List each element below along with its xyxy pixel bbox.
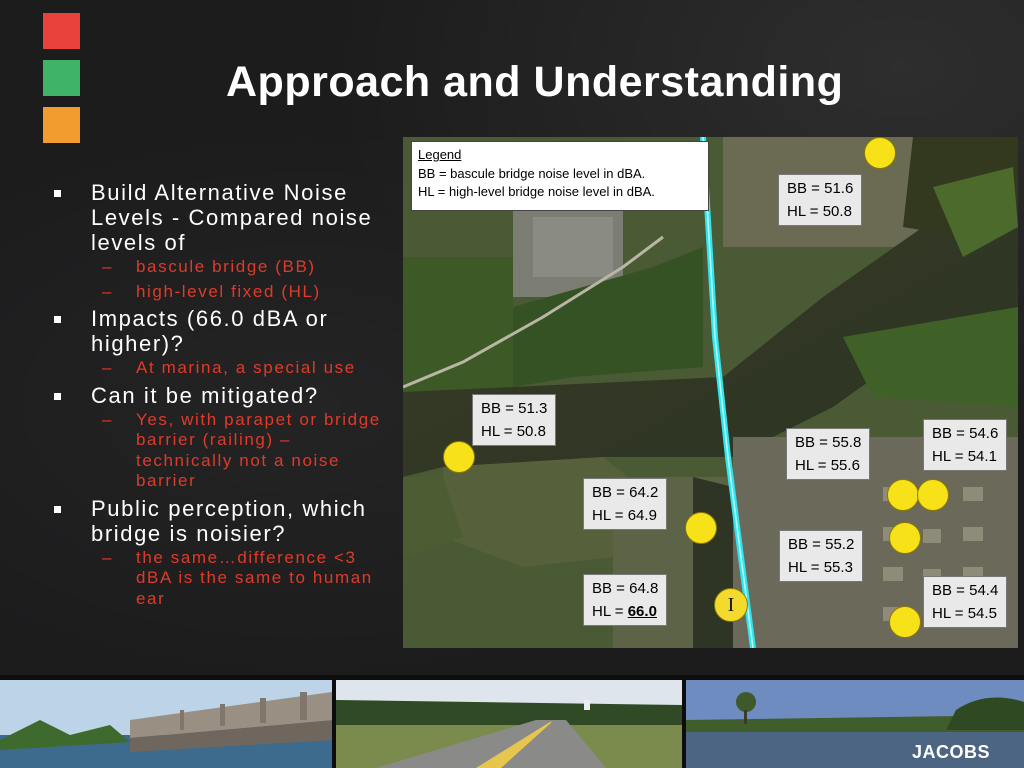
- hl-value: HL = 54.5: [932, 605, 997, 622]
- dash-icon: –: [102, 547, 114, 567]
- sub-bullet-item: [52, 257, 392, 278]
- receptor-marker: [443, 441, 475, 473]
- highway-photo: [336, 680, 682, 768]
- noise-label-east-1: [786, 428, 870, 480]
- legend-line-hl: HL = high-level bridge noise level in dBA.: [418, 184, 655, 199]
- noise-label-west: [472, 394, 556, 446]
- bullet-text: Build Alternative Noise Levels - Compared noise levels of: [91, 180, 373, 255]
- sub-bullet-text: the same…difference <3 dBA is the same to human ear: [136, 547, 373, 608]
- bb-value: BB = 64.8: [592, 580, 659, 597]
- sub-bullet-text: bascule bridge (BB): [136, 257, 316, 276]
- map-legend: [411, 141, 709, 211]
- bb-value: BB = 54.4: [932, 582, 999, 599]
- bullet-square-icon: [54, 190, 61, 197]
- receptor-marker: [887, 479, 919, 511]
- aerial-map: [403, 137, 1018, 648]
- dash-icon: –: [102, 257, 114, 276]
- noise-label-marina-1: [583, 478, 667, 530]
- bullet-square-icon: [54, 316, 61, 323]
- bb-value: BB = 54.6: [932, 425, 999, 442]
- hl-value: HL = 55.6: [795, 457, 860, 474]
- sub-bullet-text: Yes, with parapet or bridge barrier (railing) – technically not a noise barrier: [136, 409, 381, 490]
- bullet-text: Public perception, which bridge is noisier?: [91, 495, 367, 546]
- noise-label-north: [778, 174, 862, 226]
- jacobs-logo: JACOBS: [912, 742, 991, 762]
- bb-value: BB = 64.2: [592, 484, 659, 501]
- sub-bullet-item: [52, 548, 392, 610]
- noise-label-east-2: [923, 419, 1007, 471]
- legend-line-bb: BB = bascule bridge noise level in dBA.: [418, 165, 646, 181]
- bullet-item: [52, 180, 392, 255]
- bridge-photo: [0, 680, 332, 768]
- hl-value: HL = 50.8: [787, 203, 852, 220]
- green-square-decoration: [43, 60, 80, 96]
- aerial-map-imagery: [403, 137, 1018, 648]
- red-square-decoration: [43, 13, 80, 49]
- sub-bullet-text: high-level fixed (HL): [136, 281, 321, 301]
- bullet-square-icon: [54, 506, 61, 513]
- hl-value: HL = 64.9: [592, 507, 657, 524]
- bb-value: BB = 51.3: [481, 400, 548, 417]
- hl-value: HL = 54.1: [932, 448, 997, 465]
- sub-bullet-item: [52, 282, 392, 303]
- receptor-marker: [917, 479, 949, 511]
- footer-photo-strip: [0, 675, 1024, 768]
- dash-icon: –: [102, 281, 114, 301]
- receptor-marker: [864, 137, 896, 169]
- sub-bullet-item: [52, 410, 392, 492]
- bullet-list: [52, 180, 392, 613]
- interstate-marker: I: [714, 588, 748, 622]
- noise-label-east-4: [923, 576, 1007, 628]
- hl-impact-value: 66.0: [627, 603, 657, 620]
- bb-value: BB = 55.2: [788, 536, 855, 553]
- hl-prefix: HL =: [592, 603, 628, 620]
- legend-title: Legend: [418, 147, 462, 162]
- bullet-item: [52, 383, 392, 408]
- hl-value: HL = 50.8: [481, 423, 546, 440]
- dash-icon: –: [102, 358, 114, 377]
- dash-icon: –: [102, 409, 114, 429]
- noise-label-east-3: [779, 530, 863, 582]
- noise-label-marina-2: [583, 574, 667, 626]
- receptor-marker: [685, 512, 717, 544]
- hl-value: [592, 600, 658, 623]
- bullet-text: Impacts (66.0 dBA or higher)?: [91, 306, 329, 356]
- sub-bullet-text: At marina, a special use: [136, 358, 356, 377]
- orange-square-decoration: [43, 107, 80, 143]
- bb-value: BB = 51.6: [787, 180, 854, 197]
- receptor-marker: [889, 606, 921, 638]
- bullet-square-icon: [54, 393, 61, 400]
- receptor-marker: [889, 522, 921, 554]
- bullet-text: Can it be mitigated?: [91, 382, 319, 408]
- bb-value: BB = 55.8: [795, 434, 862, 451]
- slide-title: Approach and Understanding: [226, 58, 844, 106]
- bullet-item: [52, 306, 392, 356]
- bullet-item: [52, 496, 392, 546]
- hl-value: HL = 55.3: [788, 559, 853, 576]
- sub-bullet-item: [52, 358, 392, 379]
